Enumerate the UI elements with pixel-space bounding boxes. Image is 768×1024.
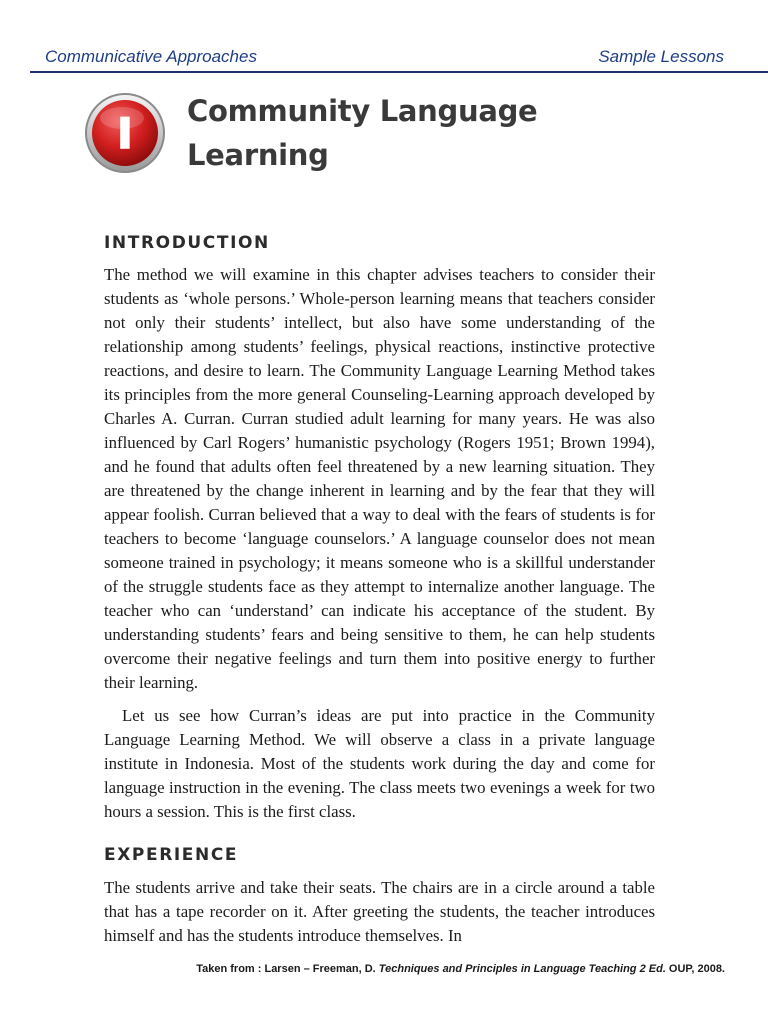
header-section-title: Communicative Approaches (45, 47, 257, 66)
introduction-heading: INTRODUCTION (104, 233, 270, 253)
introduction-paragraph-1: The method we will examine in this chapter advises teachers to consider their students as ‘whole persons.’ Whole-person learning means that teachers consider not only their students’ intellect, but also have some understanding of the relationship among students’ feelings, physical reactions, instinctive protective reactions, and desire to learn. The Community Language Learning Method takes its principles from the more general Counseling-Learning approach developed by Charles A. Curran. Curran studied adult learning for many years. He was also influenced by Carl Rogers’ humanistic psychology (Rogers 1951; Brown 1994), and he found that adults often feel threatened by a new learning situation. They are threatened by the change inherent in learning and by the fear that they will appear foolish. Curran believed that a way to deal with the fears of students is for teachers to become ‘language counselors.’ A language counselor does not mean someone trained in psychology; it means someone who is a skillful understander of the struggle students face as they attempt to internalize another language. The teacher who can ‘understand’ can indicate his acceptance of the student. By understanding students’ fears and being sensitive to them, he can help students overcome their negative feelings and turn them into positive energy to further their learning. (104, 265, 655, 692)
experience-heading: EXPERIENCE (104, 845, 239, 865)
source-citation (196, 963, 725, 975)
running-header (0, 44, 768, 74)
citation-suffix: OUP, 2008. (665, 963, 725, 975)
badge-numeral: I (117, 109, 133, 158)
chapter-title (187, 89, 537, 177)
chapter-title-line2: Learning (187, 138, 329, 172)
header-sample-lessons: Sample Lessons (598, 47, 724, 66)
header-divider (30, 71, 768, 73)
chapter-title-line1: Community Language (187, 94, 538, 128)
chapter-badge-icon (84, 92, 166, 174)
introduction-paragraph-2: Let us see how Curran’s ideas are put into practice in the Community Language Learning Method. We will observe a class in a private language institute in Indonesia. Most of the students work during the day and come for language instruction in the evening. The class meets two evenings a week for two hours a session. This is the first class. (104, 706, 655, 821)
experience-paragraph-1: The students arrive and take their seats. The chairs are in a circle around a table that has a tape recorder on it. After greeting the students, the teacher introduces himself and has the students introduce themselves. In (104, 878, 655, 945)
citation-prefix: Taken from : Larsen – Freeman, D. (196, 963, 379, 975)
citation-book-title: Techniques and Principles in Language Teaching 2 Ed. (378, 963, 666, 975)
